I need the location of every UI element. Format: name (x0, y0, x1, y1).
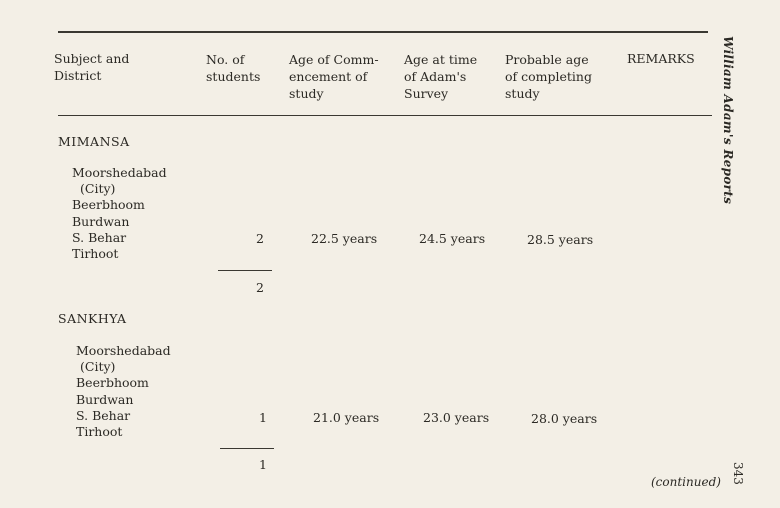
header-students: No. of students (206, 52, 261, 84)
section-title: SANKHYA (58, 311, 127, 326)
district-list (72, 165, 167, 262)
students-total: 2 (256, 280, 264, 295)
continued-note: (continued) (651, 475, 721, 489)
district: Tirhoot (76, 424, 123, 440)
students-total: 1 (259, 457, 267, 472)
age-commencement: 21.0 years (313, 410, 380, 425)
district: Beerbhoom (76, 375, 149, 391)
age-commencement: 22.5 years (311, 231, 378, 246)
district: S. Behar (72, 229, 127, 245)
students-count: 2 (256, 231, 264, 246)
header-subject: Subject and District (54, 51, 130, 83)
age-completing: 28.0 years (531, 411, 598, 426)
section-title: MIMANSA (58, 134, 130, 149)
header-commencement: Age of Comm- encement of study (289, 52, 379, 101)
top-rule (58, 31, 708, 33)
district: (City) (80, 181, 116, 197)
age-completing: 28.5 years (527, 232, 594, 247)
district: Beerbhoom (72, 197, 145, 213)
district: Burdwan (72, 213, 130, 229)
header-completing: Probable age of completing study (505, 52, 592, 101)
district: Burdwan (76, 391, 134, 407)
header-remarks: REMARKS (627, 51, 695, 66)
district: Moorshedabad (72, 165, 167, 180)
district: Moorshedabad (76, 343, 171, 358)
students-count: 1 (259, 410, 267, 425)
age-survey: 23.0 years (423, 410, 490, 425)
district: (City) (80, 359, 116, 375)
header-bottom-rule (58, 115, 712, 116)
total-rule (220, 448, 274, 449)
district-list (76, 343, 171, 440)
age-survey: 24.5 years (419, 231, 486, 246)
district: Tirhoot (72, 246, 119, 262)
district: S. Behar (76, 407, 131, 423)
running-title: William Adam's Reports (721, 36, 735, 205)
total-rule (218, 270, 272, 271)
page-number: 343 (731, 462, 745, 485)
header-survey: Age at time of Adam's Survey (404, 52, 478, 101)
